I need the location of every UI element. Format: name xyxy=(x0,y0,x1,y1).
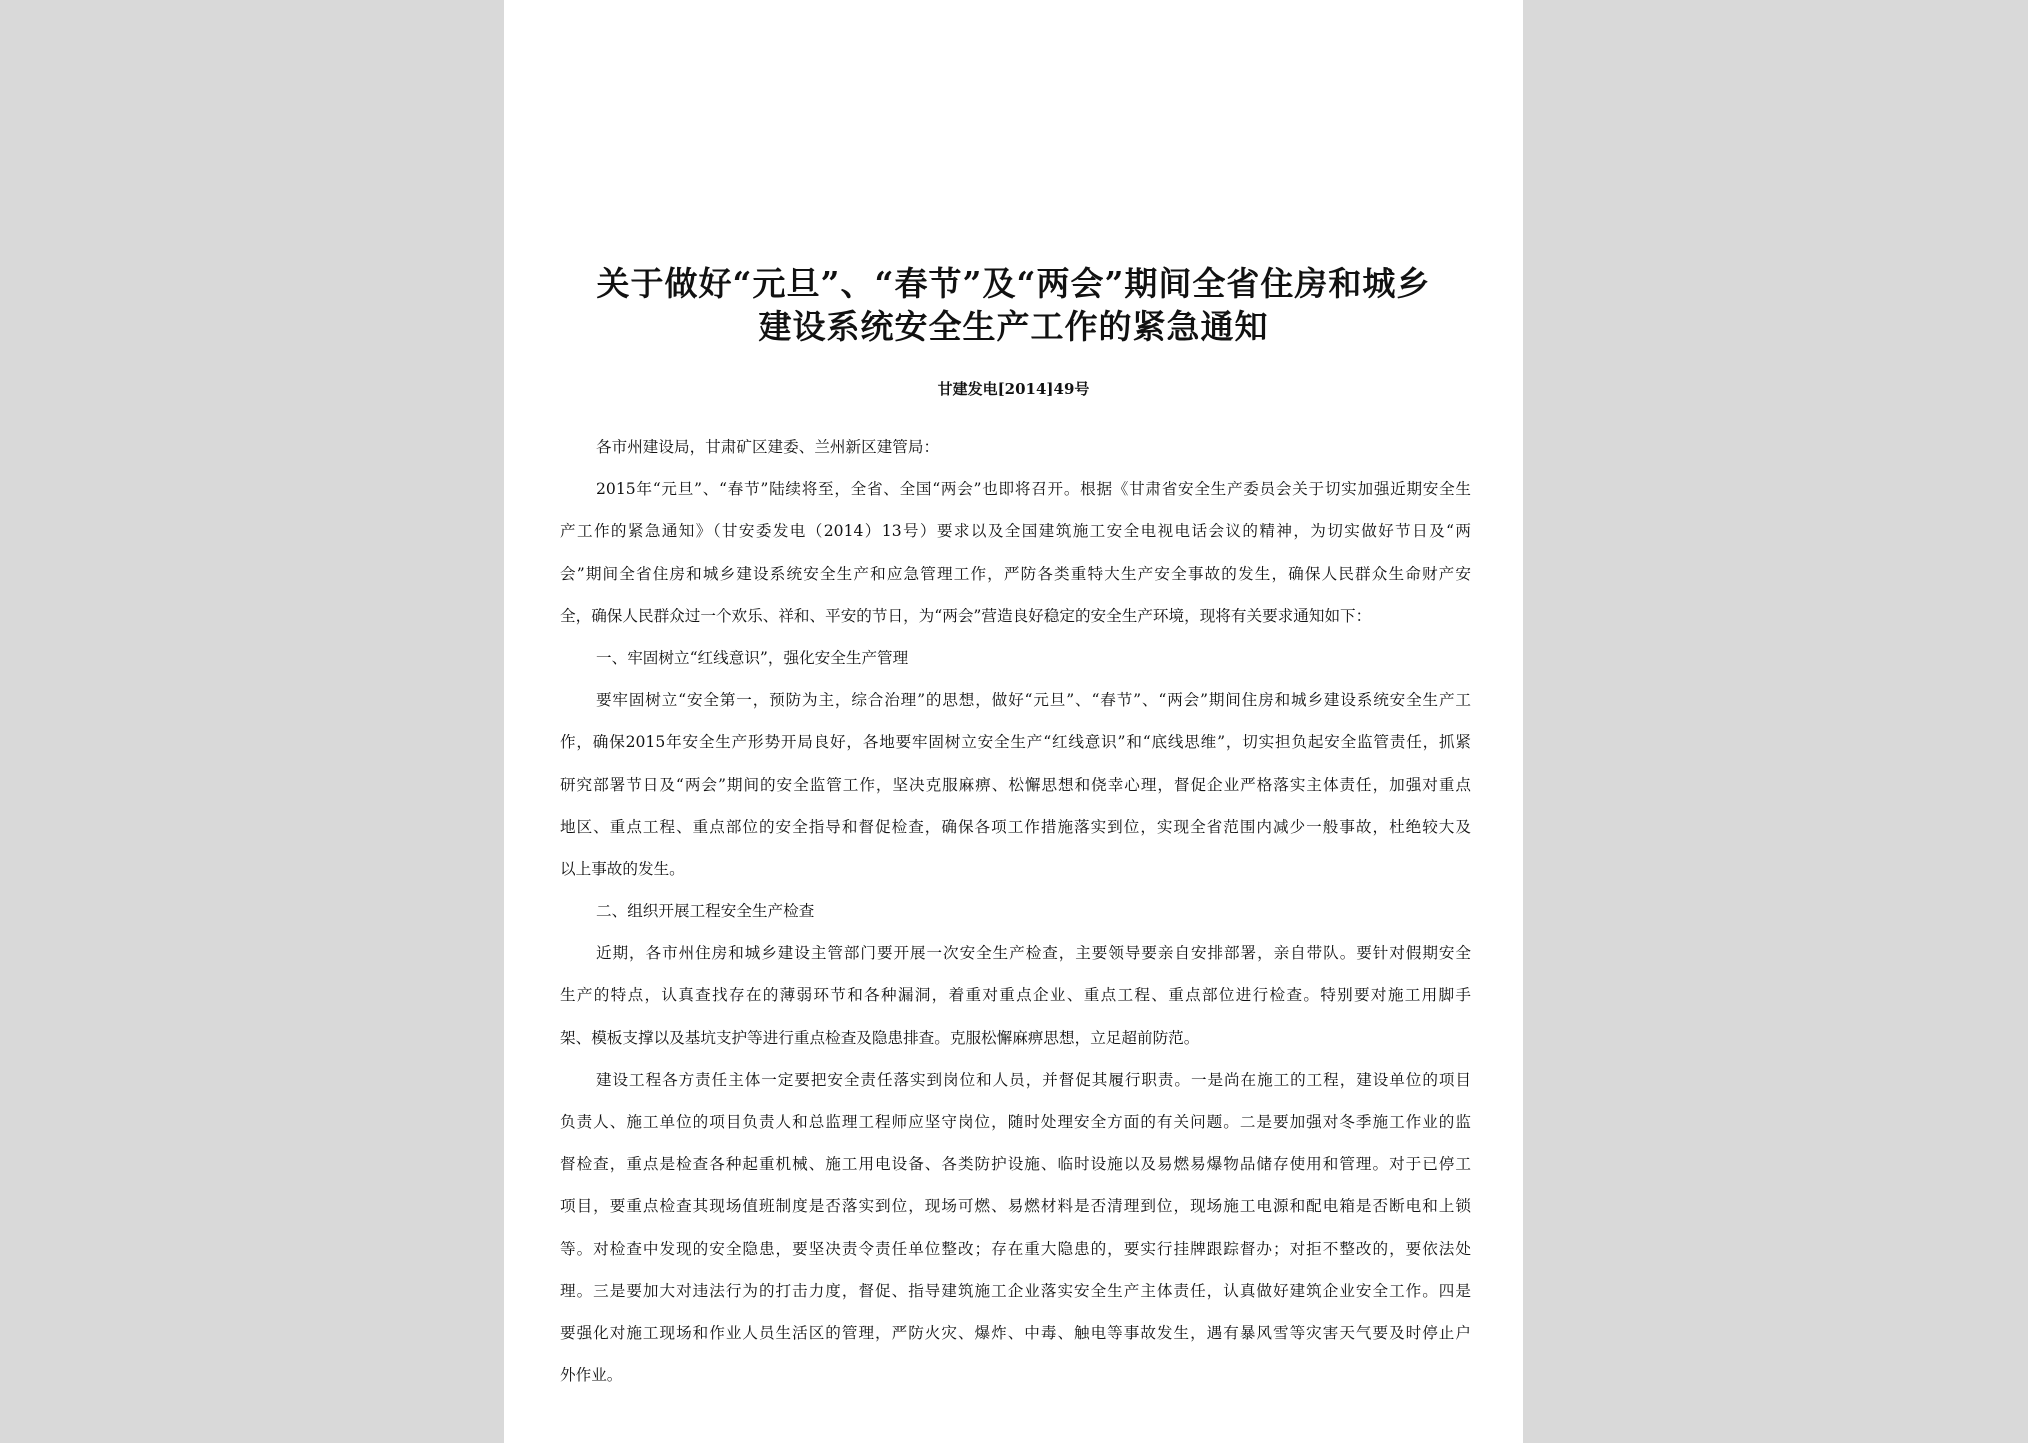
paragraph-line: 要牢固树立“安全第一，预防为主，综合治理”的思想，做好“元旦”、“春节”、“两会”期间住房和城乡建设系统安全生产工 xyxy=(596,691,1471,710)
paragraph-line: 产工作的紧急通知》（甘安委发电（2014）13号）要求以及全国建筑施工安全电视电话会议的精神，为切实做好节日及“两 xyxy=(560,522,1471,541)
paragraph-line: 生产的特点，认真查找存在的薄弱环节和各种漏洞，着重对重点企业、重点工程、重点部位进行检查。特别要对施工用脚手 xyxy=(560,986,1471,1005)
paragraph-line: 近期，各市州住房和城乡建设主管部门要开展一次安全生产检查，主要领导要亲自安排部署，亲自带队。要针对假期安全 xyxy=(596,944,1471,963)
paragraph-line: 建设工程各方责任主体一定要把安全责任落实到岗位和人员，并督促其履行职责。一是尚在施工的工程，建设单位的项目 xyxy=(596,1070,1471,1089)
section-heading: 二、组织开展工程安全生产检查 xyxy=(596,902,815,921)
document-page xyxy=(504,0,1523,1443)
paragraph-line: 以上事故的发生。 xyxy=(560,859,685,878)
paragraph-line: 全，确保人民群众过一个欢乐、祥和、平安的节日，为“两会”营造良好稳定的安全生产环境，现将有关要求通知如下： xyxy=(560,606,1372,625)
paragraph-line: 督检查，重点是检查各种起重机械、施工用电设备、各类防护设施、临时设施以及易燃易爆物品储存使用和管理。对于已停工 xyxy=(560,1155,1471,1174)
section-heading: 一、牢固树立“红线意识”，强化安全生产管理 xyxy=(596,648,909,667)
title-line-2: 建设系统安全生产工作的紧急通知 xyxy=(758,307,1269,346)
salutation: 各市州建设局，甘肃矿区建委、兰州新区建管局： xyxy=(596,438,940,456)
paragraph-line: 研究部署节日及“两会”期间的安全监管工作，坚决克服麻痹、松懈思想和侥幸心理，督促企业严格落实主体责任，加强对重点 xyxy=(560,775,1471,794)
paragraph-line: 2015年“元旦”、“春节”陆续将至，全省、全国“两会”也即将召开。根据《甘肃省安全生产委员会关于切实加强近期安全生 xyxy=(596,480,1471,499)
paragraph-line: 会”期间全省住房和城乡建设系统安全生产和应急管理工作，严防各类重特大生产安全事故的发生，确保人民群众生命财产安 xyxy=(560,564,1471,583)
paragraph-line: 外作业。 xyxy=(560,1366,623,1385)
document-body xyxy=(560,426,1471,1396)
paragraph-line: 地区、重点工程、重点部位的安全指导和督促检查，确保各项工作措施落实到位，实现全省范围内减少一般事故，杜绝较大及 xyxy=(560,817,1471,836)
paragraph-line: 要强化对施工现场和作业人员生活区的管理，严防火灾、爆炸、中毒、触电等事故发生，遇有暴风雪等灾害天气要及时停止户 xyxy=(560,1323,1471,1342)
paragraph-line: 项目，要重点检查其现场值班制度是否落实到位，现场可燃、易燃材料是否清理到位，现场施工电源和配电箱是否断电和上锁 xyxy=(560,1197,1471,1216)
document-title xyxy=(504,262,1523,348)
title-line-1: 关于做好“元旦”、“春节”及“两会”期间全省住房和城乡 xyxy=(596,264,1431,303)
paragraph-line: 等。对检查中发现的安全隐患，要坚决责令责任单位整改；存在重大隐患的，要实行挂牌跟踪督办；对拒不整改的，要依法处 xyxy=(560,1239,1471,1258)
paragraph-line: 架、模板支撑以及基坑支护等进行重点检查及隐患排查。克服松懈麻痹思想，立足超前防范。 xyxy=(560,1028,1200,1047)
paragraph-line: 负责人、施工单位的项目负责人和总监理工程师应坚守岗位，随时处理安全方面的有关问题。二是要加强对冬季施工作业的监 xyxy=(560,1113,1471,1131)
paragraph-line: 理。三是要加大对违法行为的打击力度，督促、指导建筑施工企业落实安全生产主体责任，认真做好建筑企业安全工作。四是 xyxy=(560,1281,1471,1300)
document-number: 甘建发电[2014]49号 xyxy=(937,380,1090,398)
paragraph-line: 作，确保2015年安全生产形势开局良好，各地要牢固树立安全生产“红线意识”和“底线思维”，切实担负起安全监管责任，抓紧 xyxy=(560,733,1471,752)
